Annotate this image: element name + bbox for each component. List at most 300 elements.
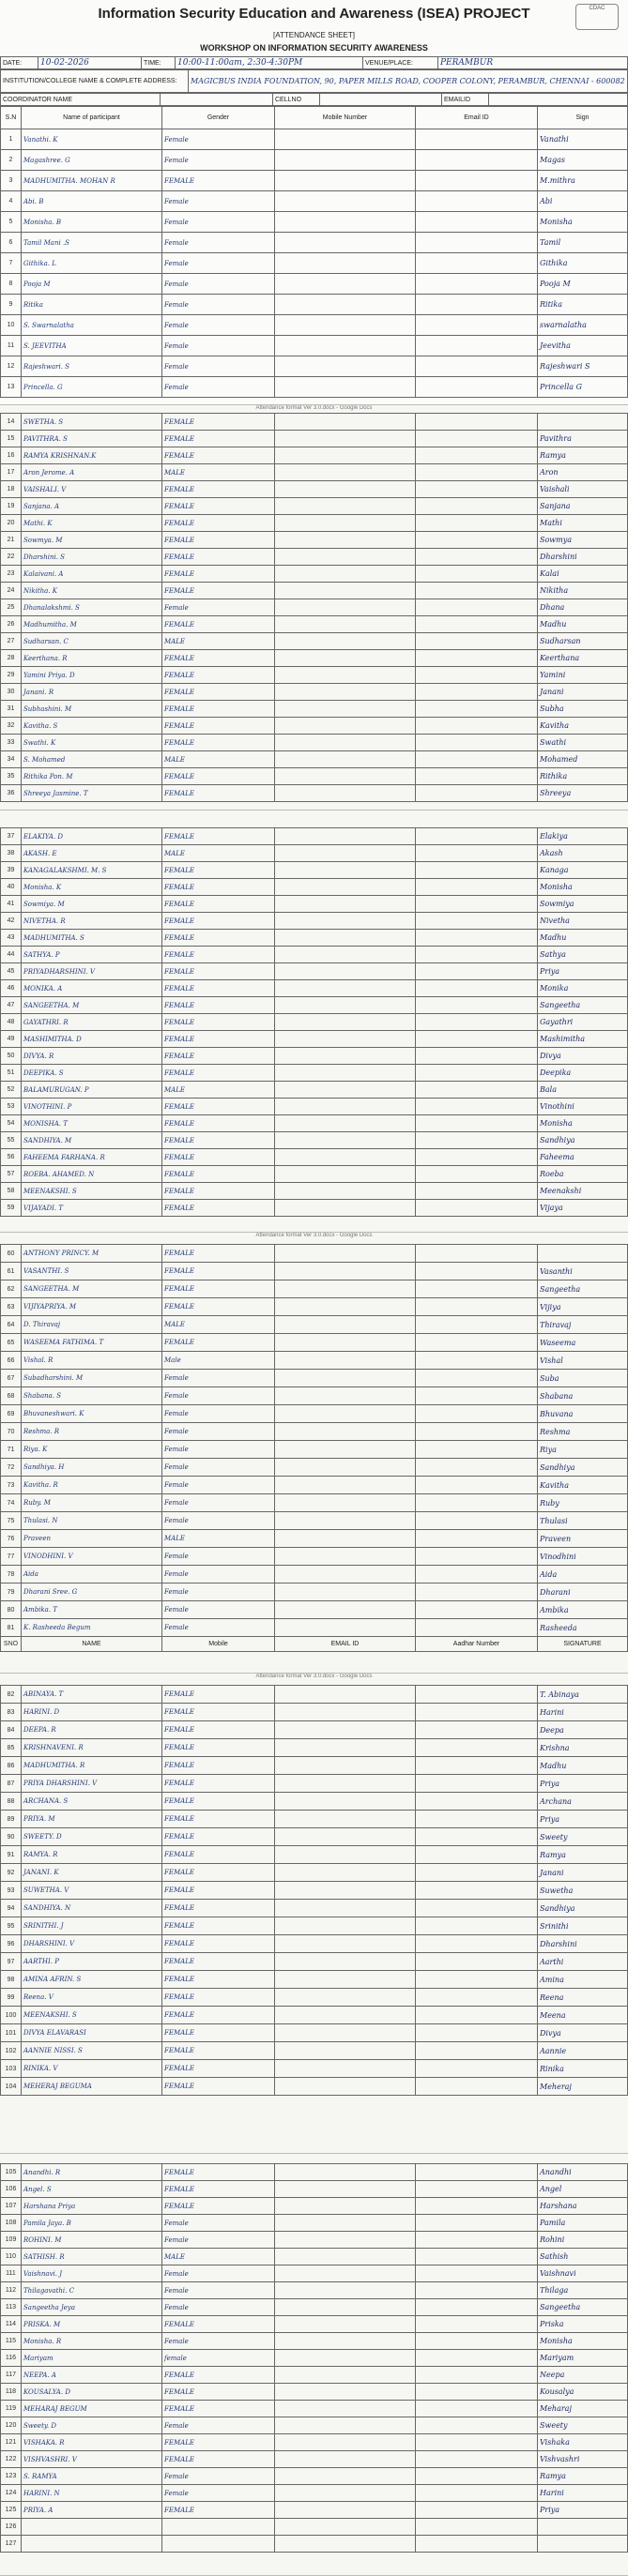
email-id bbox=[416, 1149, 538, 1166]
participant-signature: Monisha bbox=[538, 879, 628, 896]
participant-name: ELAKIYA. D bbox=[22, 828, 162, 845]
row-number: 60 bbox=[1, 1245, 22, 1263]
mobile-number bbox=[275, 1846, 416, 1864]
participant-signature: Madhu bbox=[538, 930, 628, 947]
participant-signature: Reshma bbox=[538, 1423, 628, 1441]
participant-name: Sowmiya. M bbox=[22, 896, 162, 913]
participant-signature: Keerthana bbox=[538, 650, 628, 667]
email-id bbox=[416, 1864, 538, 1882]
email-id bbox=[416, 414, 538, 431]
participant-gender: FEMALE bbox=[162, 498, 275, 515]
participant-name: RAMYA KRISHNAN.K bbox=[22, 447, 162, 464]
participant-name: Madhumitha. M bbox=[22, 616, 162, 633]
row-number: 3 bbox=[1, 171, 22, 191]
venue-value: PERAMBUR bbox=[438, 57, 628, 69]
email-id bbox=[416, 2333, 538, 2350]
col-sno: S.N bbox=[1, 107, 22, 129]
row-number: 85 bbox=[1, 1739, 22, 1757]
email-id bbox=[416, 2468, 538, 2485]
table-row bbox=[1, 1530, 628, 1548]
email-id bbox=[416, 684, 538, 701]
email-id bbox=[416, 1721, 538, 1739]
row-number: 30 bbox=[1, 684, 22, 701]
row-number: 75 bbox=[1, 1512, 22, 1530]
email-id bbox=[416, 1441, 538, 1459]
email-id bbox=[416, 233, 538, 253]
table-row bbox=[1, 1048, 628, 1065]
table-row bbox=[1, 1387, 628, 1405]
row-number: 124 bbox=[1, 2485, 22, 2502]
row-number: 59 bbox=[1, 1200, 22, 1217]
mobile-number bbox=[275, 1811, 416, 1828]
date-label: DATE: bbox=[1, 57, 38, 69]
table-body bbox=[1, 2164, 628, 2553]
mobile-number bbox=[275, 2316, 416, 2333]
row-number: 42 bbox=[1, 913, 22, 930]
table-row bbox=[1, 1953, 628, 1971]
participant-signature: Rithika bbox=[538, 768, 628, 785]
mobile-number bbox=[275, 1316, 416, 1334]
participant-signature: Deepika bbox=[538, 1065, 628, 1082]
table-row bbox=[1, 2060, 628, 2078]
email-id bbox=[416, 2198, 538, 2215]
email-id bbox=[416, 2282, 538, 2299]
participant-signature: Rasheeda bbox=[538, 1619, 628, 1637]
table-row bbox=[1, 1828, 628, 1846]
email-id bbox=[416, 2042, 538, 2060]
mobile-number bbox=[275, 1619, 416, 1637]
email-id bbox=[416, 447, 538, 464]
participant-name: Mathi. K bbox=[22, 515, 162, 532]
table-row bbox=[1, 549, 628, 566]
table-row bbox=[1, 212, 628, 233]
row-number: 93 bbox=[1, 1882, 22, 1900]
row-number: 39 bbox=[1, 862, 22, 879]
participant-name: SANGEETHA. M bbox=[22, 1280, 162, 1298]
table-row bbox=[1, 1793, 628, 1811]
row-number: 32 bbox=[1, 718, 22, 735]
table-row bbox=[1, 1370, 628, 1387]
row-number: 11 bbox=[1, 336, 22, 356]
table-row bbox=[1, 1280, 628, 1298]
mobile-number bbox=[275, 2249, 416, 2265]
email-id bbox=[416, 2350, 538, 2367]
participant-gender: FEMALE bbox=[162, 862, 275, 879]
participant-name: Pamila Jaya. B bbox=[22, 2215, 162, 2232]
document-title: Information Security Education and Awareness (ISEA) PROJECT bbox=[98, 6, 530, 22]
participant-gender: FEMALE bbox=[162, 768, 275, 785]
participant-gender: Female bbox=[162, 1548, 275, 1566]
participant-signature: Pavithra bbox=[538, 431, 628, 447]
participant-gender: Female bbox=[162, 1583, 275, 1601]
venue-label: VENUE/PLACE: bbox=[363, 57, 438, 69]
email-id bbox=[416, 2164, 538, 2181]
participant-signature: Pooja M bbox=[538, 274, 628, 295]
participant-gender: FEMALE bbox=[162, 930, 275, 947]
mobile-number bbox=[275, 2367, 416, 2384]
participant-name: S. Swarnalatha bbox=[22, 315, 162, 336]
row-number: 68 bbox=[1, 1387, 22, 1405]
participant-gender bbox=[162, 2519, 275, 2536]
participant-signature: Ambika bbox=[538, 1601, 628, 1619]
email-id bbox=[416, 751, 538, 768]
table-row bbox=[1, 1864, 628, 1882]
participants-table-1 bbox=[0, 106, 628, 398]
participant-signature: Angel bbox=[538, 2181, 628, 2198]
email-id bbox=[416, 583, 538, 599]
table-row bbox=[1, 1775, 628, 1793]
row-number: 9 bbox=[1, 295, 22, 315]
participant-gender: FEMALE bbox=[162, 515, 275, 532]
participant-name: RINIKA. V bbox=[22, 2060, 162, 2078]
mobile-number bbox=[275, 1494, 416, 1512]
participant-gender: FEMALE bbox=[162, 684, 275, 701]
row-number: 92 bbox=[1, 1864, 22, 1882]
participant-name: K. Rasheeda Begum bbox=[22, 1619, 162, 1637]
email-id bbox=[416, 1739, 538, 1757]
row-number: 49 bbox=[1, 1031, 22, 1048]
participant-gender: Female bbox=[162, 2299, 275, 2316]
participant-name: S. RAMYA bbox=[22, 2468, 162, 2485]
table-row bbox=[1, 1989, 628, 2007]
row-number: 43 bbox=[1, 930, 22, 947]
participant-name: SATHYA. P bbox=[22, 947, 162, 963]
mobile-number bbox=[275, 2215, 416, 2232]
row-number: 108 bbox=[1, 2215, 22, 2232]
mobile-number bbox=[275, 1149, 416, 1166]
email-id bbox=[416, 1459, 538, 1477]
mobile-number bbox=[275, 1721, 416, 1739]
mobile-number bbox=[275, 515, 416, 532]
table-body bbox=[1, 1245, 628, 1637]
participant-gender: FEMALE bbox=[162, 2024, 275, 2042]
email-id bbox=[416, 129, 538, 150]
table-row bbox=[1, 1405, 628, 1423]
table-body bbox=[1, 414, 628, 802]
participant-name: Vanathi. K bbox=[22, 129, 162, 150]
mobile-number bbox=[275, 751, 416, 768]
participant-gender: FEMALE bbox=[162, 1846, 275, 1864]
row-number: 25 bbox=[1, 599, 22, 616]
email-id bbox=[416, 356, 538, 377]
participant-signature: Meharaj bbox=[538, 2401, 628, 2417]
participant-name: HARINI. D bbox=[22, 1704, 162, 1721]
workshop-title: WORKSHOP ON INFORMATION SECURITY AWARENESS bbox=[200, 43, 428, 53]
mobile-number bbox=[275, 1917, 416, 1935]
participant-gender: Female bbox=[162, 1477, 275, 1494]
mobile-number bbox=[275, 1441, 416, 1459]
mobile-number bbox=[275, 947, 416, 963]
mobile-number bbox=[275, 1548, 416, 1566]
table-row bbox=[1, 1441, 628, 1459]
participant-signature: Ruby bbox=[538, 1494, 628, 1512]
participant-name: Dhanalakshmi. S bbox=[22, 599, 162, 616]
table-row bbox=[1, 2316, 628, 2333]
participant-signature: Vishal bbox=[538, 1352, 628, 1370]
participant-name: Aron Jerome. A bbox=[22, 464, 162, 481]
table-row bbox=[1, 1014, 628, 1031]
participant-name: VAISHALI. V bbox=[22, 481, 162, 498]
row-number: 10 bbox=[1, 315, 22, 336]
table-row bbox=[1, 1477, 628, 1494]
participant-gender: Female bbox=[162, 191, 275, 212]
row-number: 38 bbox=[1, 845, 22, 862]
email-id bbox=[416, 2078, 538, 2096]
mobile-number bbox=[275, 2078, 416, 2096]
table-row bbox=[1, 1263, 628, 1280]
participant-signature: Vishaka bbox=[538, 2434, 628, 2451]
mobile-number bbox=[275, 1583, 416, 1601]
mobile-number bbox=[275, 1200, 416, 1217]
participant-signature: Aarthi bbox=[538, 1953, 628, 1971]
email-id bbox=[416, 1793, 538, 1811]
row-number: 16 bbox=[1, 447, 22, 464]
table-row bbox=[1, 1149, 628, 1166]
table-row bbox=[1, 1423, 628, 1441]
participant-name: Sowmya. M bbox=[22, 532, 162, 549]
email-id bbox=[416, 1548, 538, 1566]
participant-signature: Princella G bbox=[538, 377, 628, 398]
row-number: 18 bbox=[1, 481, 22, 498]
participant-gender: FEMALE bbox=[162, 701, 275, 718]
mobile-number bbox=[275, 2468, 416, 2485]
participant-gender: FEMALE bbox=[162, 1864, 275, 1882]
row-number: 100 bbox=[1, 2007, 22, 2024]
mobile-number bbox=[275, 1183, 416, 1200]
mobile-number bbox=[275, 2536, 416, 2553]
email-id bbox=[416, 2024, 538, 2042]
mobile-number bbox=[275, 212, 416, 233]
email-id bbox=[416, 1704, 538, 1721]
table-row bbox=[1, 913, 628, 930]
email-id bbox=[416, 1245, 538, 1263]
participant-gender: Female bbox=[162, 2333, 275, 2350]
participants-table-4 bbox=[0, 1244, 628, 1652]
row-number: 123 bbox=[1, 2468, 22, 2485]
row-number: 47 bbox=[1, 997, 22, 1014]
participant-gender: FEMALE bbox=[162, 963, 275, 980]
email-id bbox=[416, 2451, 538, 2468]
participant-gender: Female bbox=[162, 599, 275, 616]
attendance-sheet-page-6 bbox=[0, 2154, 628, 2576]
email-id bbox=[416, 336, 538, 356]
participant-name: PRIYA. A bbox=[22, 2502, 162, 2519]
participant-signature: Priya bbox=[538, 1775, 628, 1793]
mobile-number bbox=[275, 129, 416, 150]
row-number: 69 bbox=[1, 1405, 22, 1423]
row-number: 90 bbox=[1, 1828, 22, 1846]
attendance-sheet-page-1 bbox=[0, 0, 628, 405]
mobile-number bbox=[275, 171, 416, 191]
mobile-number bbox=[275, 1166, 416, 1183]
row-number: 122 bbox=[1, 2451, 22, 2468]
mobile-number bbox=[275, 684, 416, 701]
participant-gender: FEMALE bbox=[162, 1263, 275, 1280]
col-email: Email ID bbox=[416, 107, 538, 129]
participant-signature: Vaishali bbox=[538, 481, 628, 498]
participant-signature: T. Abinaya bbox=[538, 1686, 628, 1704]
participant-name: Janani. R bbox=[22, 684, 162, 701]
mobile-number bbox=[275, 1014, 416, 1031]
participant-gender: FEMALE bbox=[162, 980, 275, 997]
participants-table-5 bbox=[0, 1685, 628, 2096]
participant-name: DEEPA. R bbox=[22, 1721, 162, 1739]
participant-name: RAMYA. R bbox=[22, 1846, 162, 1864]
participant-signature: Nivetha bbox=[538, 913, 628, 930]
participant-signature: Tamil bbox=[538, 233, 628, 253]
mobile-number bbox=[275, 1739, 416, 1757]
mobile-number bbox=[275, 549, 416, 566]
row-number: 57 bbox=[1, 1166, 22, 1183]
email-id bbox=[416, 1775, 538, 1793]
participant-name: Pooja M bbox=[22, 274, 162, 295]
mobile-number bbox=[275, 414, 416, 431]
participant-name: Anandhi. R bbox=[22, 2164, 162, 2181]
email-id bbox=[416, 2181, 538, 2198]
table-row bbox=[1, 751, 628, 768]
participant-gender: FEMALE bbox=[162, 2316, 275, 2333]
participant-signature: Ramya bbox=[538, 447, 628, 464]
participant-gender: Female bbox=[162, 1494, 275, 1512]
table-row bbox=[1, 2078, 628, 2096]
email-id bbox=[416, 1953, 538, 1971]
mobile-number bbox=[275, 1882, 416, 1900]
row-number: 111 bbox=[1, 2265, 22, 2282]
mobile-number bbox=[275, 498, 416, 515]
row-number: 40 bbox=[1, 879, 22, 896]
participant-signature: Anandhi bbox=[538, 2164, 628, 2181]
mobile-number bbox=[275, 2265, 416, 2282]
participant-gender: FEMALE bbox=[162, 1757, 275, 1775]
participant-name: SATHISH. R bbox=[22, 2249, 162, 2265]
email-id bbox=[416, 171, 538, 191]
participant-signature: Priya bbox=[538, 963, 628, 980]
table-row bbox=[1, 785, 628, 802]
row-number: 22 bbox=[1, 549, 22, 566]
mobile-number bbox=[275, 1971, 416, 1989]
email-id bbox=[416, 191, 538, 212]
participant-gender: FEMALE bbox=[162, 2042, 275, 2060]
participant-name: SANDHIYA. M bbox=[22, 1132, 162, 1149]
participant-gender: FEMALE bbox=[162, 1031, 275, 1048]
participant-gender: FEMALE bbox=[162, 1935, 275, 1953]
participant-signature: Sandhiya bbox=[538, 1459, 628, 1477]
participant-name: Ruby. M bbox=[22, 1494, 162, 1512]
participant-gender: MALE bbox=[162, 2249, 275, 2265]
table-row bbox=[1, 1334, 628, 1352]
mobile-number bbox=[275, 997, 416, 1014]
participant-signature: Shreeya bbox=[538, 785, 628, 802]
email-id bbox=[416, 532, 538, 549]
email-id bbox=[416, 1031, 538, 1048]
participant-signature: Vinodhini bbox=[538, 1548, 628, 1566]
participant-name: NEEPA. A bbox=[22, 2367, 162, 2384]
mobile-number bbox=[275, 879, 416, 896]
participant-signature: Sangeetha bbox=[538, 997, 628, 1014]
time-label: TIME: bbox=[142, 57, 176, 69]
row-number: 102 bbox=[1, 2042, 22, 2060]
mobile-number bbox=[275, 356, 416, 377]
table-row bbox=[1, 315, 628, 336]
mobile-number bbox=[275, 1935, 416, 1953]
participant-name: MEHARAJ BEGUM bbox=[22, 2401, 162, 2417]
participants-table-6 bbox=[0, 2163, 628, 2553]
participant-name: Subhashini. M bbox=[22, 701, 162, 718]
participant-name: MONIKA. A bbox=[22, 980, 162, 997]
participant-gender: FEMALE bbox=[162, 1334, 275, 1352]
row-number: 79 bbox=[1, 1583, 22, 1601]
participant-signature bbox=[538, 1245, 628, 1263]
email-id bbox=[416, 498, 538, 515]
mobile-number bbox=[275, 1900, 416, 1917]
row-number: 116 bbox=[1, 2350, 22, 2367]
institution-value: MAGICBUS INDIA FOUNDATION, 90, PAPER MILLS ROAD, COOPER COLONY, PERAMBUR, CHENNAI - 600082 bbox=[189, 70, 628, 93]
mobile-number bbox=[275, 1989, 416, 2007]
email-id bbox=[416, 997, 538, 1014]
email-id bbox=[416, 2502, 538, 2519]
mobile-number bbox=[275, 2434, 416, 2451]
participant-name: Dharani Sree. G bbox=[22, 1583, 162, 1601]
email-id bbox=[416, 913, 538, 930]
table-row bbox=[1, 633, 628, 650]
participant-gender: FEMALE bbox=[162, 1775, 275, 1793]
email-id bbox=[416, 1935, 538, 1953]
table-row bbox=[1, 768, 628, 785]
mobile-number bbox=[275, 862, 416, 879]
participant-name: Kalaivani. A bbox=[22, 566, 162, 583]
participant-gender: FEMALE bbox=[162, 947, 275, 963]
table-row bbox=[1, 947, 628, 963]
participant-name bbox=[22, 2519, 162, 2536]
email-id bbox=[416, 1099, 538, 1115]
row-number: 125 bbox=[1, 2502, 22, 2519]
participant-name: Thilagavathi. C bbox=[22, 2282, 162, 2299]
email-id bbox=[416, 1405, 538, 1423]
row-number: 24 bbox=[1, 583, 22, 599]
participant-signature: Kalai bbox=[538, 566, 628, 583]
participant-name: Sangeetha Jeya bbox=[22, 2299, 162, 2316]
participant-signature: Priya bbox=[538, 2502, 628, 2519]
participant-gender: FEMALE bbox=[162, 650, 275, 667]
participant-name: PRIYADHARSHINI. V bbox=[22, 963, 162, 980]
table-row bbox=[1, 583, 628, 599]
participant-signature: Neepa bbox=[538, 2367, 628, 2384]
table-row bbox=[1, 1935, 628, 1953]
email-id bbox=[416, 2485, 538, 2502]
participant-signature: Bala bbox=[538, 1082, 628, 1099]
table-row bbox=[1, 1245, 628, 1263]
participant-name: PRIYA DHARSHINI. V bbox=[22, 1775, 162, 1793]
mobile-number bbox=[275, 650, 416, 667]
table-row bbox=[1, 997, 628, 1014]
participant-signature: Yamini bbox=[538, 667, 628, 684]
mobile-number bbox=[275, 1298, 416, 1316]
participant-gender: FEMALE bbox=[162, 735, 275, 751]
table-row bbox=[1, 2367, 628, 2384]
row-number: 52 bbox=[1, 1082, 22, 1099]
participant-name: GAYATHRI. R bbox=[22, 1014, 162, 1031]
table-row bbox=[1, 599, 628, 616]
table-row bbox=[1, 1548, 628, 1566]
email-id bbox=[416, 616, 538, 633]
participant-gender: Female bbox=[162, 295, 275, 315]
participant-name: Riya. K bbox=[22, 1441, 162, 1459]
participant-name: Kavitha. S bbox=[22, 718, 162, 735]
table-row bbox=[1, 1352, 628, 1370]
mobile-number bbox=[275, 2181, 416, 2198]
participant-signature: Srinithi bbox=[538, 1917, 628, 1935]
email-id bbox=[416, 2519, 538, 2536]
